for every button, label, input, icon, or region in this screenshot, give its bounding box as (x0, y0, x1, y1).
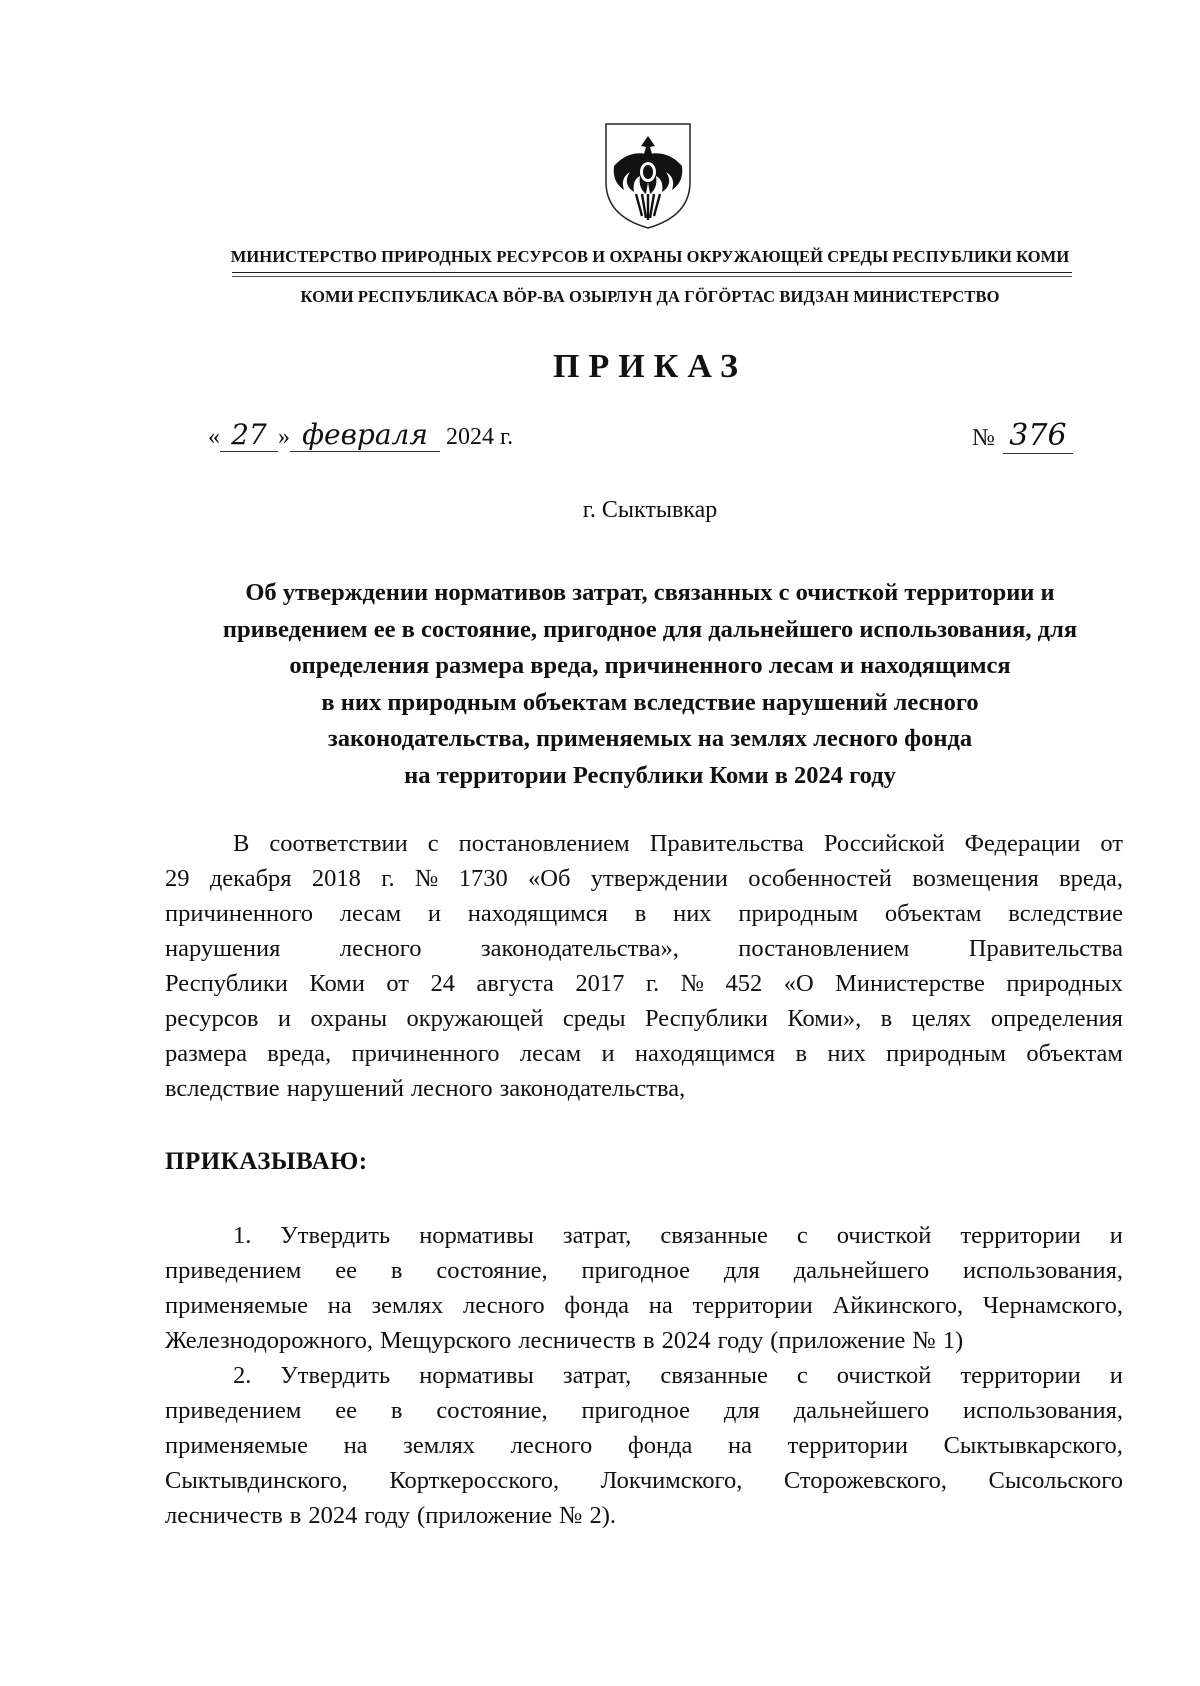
preamble-paragraph (165, 826, 1123, 1106)
word: охраны (310, 1005, 388, 1032)
word: Корткеросского, (389, 1467, 560, 1494)
word: Министерстве (835, 970, 985, 997)
word: в (880, 1005, 893, 1032)
order-date (208, 418, 513, 458)
word: территории (787, 1432, 908, 1459)
date-day-handwritten: 27 (220, 418, 278, 452)
preamble-line (165, 1071, 1123, 1106)
word: особенностей (748, 865, 892, 892)
word: вреда, (267, 1040, 332, 1067)
word: лесам (339, 900, 402, 927)
word: Правительства (649, 830, 804, 857)
subject-line: Об утверждении нормативов затрат, связанных с очисткой территории и (245, 579, 1055, 606)
number-sign: № (972, 425, 995, 451)
word: «О (783, 970, 814, 997)
word: использования, (963, 1397, 1123, 1424)
word: 2024 (661, 1327, 711, 1354)
word: в (289, 1502, 302, 1529)
word: территории (692, 1292, 813, 1319)
word: применяемые (165, 1432, 308, 1459)
document-type-title: ПРИКАЗ (553, 348, 747, 385)
word: связанные (660, 1362, 768, 1389)
word: территории (960, 1222, 1081, 1249)
word: для (723, 1257, 760, 1284)
word: от (1100, 830, 1123, 857)
word: с (796, 1362, 808, 1389)
word: от (386, 970, 409, 997)
item-line (165, 1358, 1123, 1393)
word: и (601, 1040, 615, 1067)
item-line (165, 1253, 1123, 1288)
word: очисткой (836, 1362, 932, 1389)
word: 2). (589, 1502, 617, 1529)
word: состояние, (436, 1397, 548, 1424)
word: ресурсов (165, 1005, 259, 1032)
item-line (165, 1498, 1123, 1533)
date-close-quote: » (278, 424, 290, 450)
word: Правительства (968, 935, 1123, 962)
word: приведением (165, 1397, 302, 1424)
word: в (634, 900, 647, 927)
word: Сыктывкарского, (943, 1432, 1123, 1459)
word: Локчимского, (600, 1467, 743, 1494)
word: августа (476, 970, 554, 997)
word: лесного (463, 1292, 545, 1319)
word: землях (371, 1292, 444, 1319)
word: законодательства», (480, 935, 679, 962)
word: с (796, 1222, 808, 1249)
word: объектам (1026, 1040, 1123, 1067)
word: очисткой (836, 1222, 932, 1249)
word: и (1109, 1362, 1123, 1389)
word: среды (562, 1005, 626, 1032)
preamble-line (165, 1036, 1123, 1071)
ministry-name-komi: КОМИ РЕСПУБЛИКАСА ВӦР-ВА ОЗЫРЛУН ДА ГӦГӦРТАС ВИДЗАН МИНИСТЕРСТВО (300, 287, 1000, 306)
order-number (972, 418, 1073, 454)
word: использования, (963, 1257, 1123, 1284)
word: на (648, 1292, 673, 1319)
word: них (827, 1040, 866, 1067)
word: ее (335, 1257, 358, 1284)
word: и (277, 1005, 292, 1032)
word: находящимся (467, 900, 608, 927)
word: Республики (165, 970, 288, 997)
word: пригодное (581, 1397, 690, 1424)
word: № (912, 1327, 936, 1354)
word: на (728, 1432, 753, 1459)
word: Утвердить (280, 1362, 391, 1389)
word: на (343, 1432, 368, 1459)
word: году (364, 1502, 411, 1529)
word: территории (960, 1362, 1081, 1389)
word: нормативы (419, 1222, 534, 1249)
word: 2. (233, 1362, 252, 1389)
word: 452 (725, 970, 763, 997)
word: № (559, 1502, 583, 1529)
word: 1730 (458, 865, 508, 892)
word: вследствие (1008, 900, 1123, 927)
word: 2017 (575, 970, 625, 997)
word: постановлением (458, 830, 630, 857)
word: затрат, (562, 1362, 632, 1389)
word: природным (738, 900, 859, 927)
word: окружающей (406, 1005, 544, 1032)
date-month-handwritten: февраля (290, 418, 440, 452)
header-divider-thin (232, 276, 1072, 277)
preamble-line (165, 861, 1123, 896)
word: и (1109, 1222, 1123, 1249)
word: природным (886, 1040, 1006, 1067)
word: фонда (564, 1292, 629, 1319)
order-number-handwritten: 376 (1003, 418, 1073, 454)
word: Сысольского (988, 1467, 1123, 1494)
word: землях (403, 1432, 475, 1459)
date-open-quote: « (208, 424, 220, 450)
word: вреда, (1059, 865, 1123, 892)
preamble-line (165, 966, 1123, 1001)
word: лесничеств (518, 1327, 636, 1354)
word: нормативы (419, 1362, 534, 1389)
word: В (233, 830, 250, 857)
ministry-name-russian: МИНИСТЕРСТВО ПРИРОДНЫХ РЕСУРСОВ И ОХРАНЫ ОКРУЖАЮЩЕЙ СРЕДЫ РЕСПУБЛИКИ КОМИ (230, 247, 1070, 266)
order-subject (150, 575, 1150, 794)
subject-line: законодательства, применяемых на землях лесного фонда (327, 725, 973, 752)
word: году (717, 1327, 764, 1354)
word: Республики (644, 1005, 768, 1032)
word: дальнейшего (793, 1397, 930, 1424)
word: декабря (209, 865, 292, 892)
word: Федерации (964, 830, 1081, 857)
word: для (723, 1397, 760, 1424)
order-item-1 (165, 1218, 1123, 1358)
subject-line: на территории Республики Коми в 2024 году (404, 761, 896, 789)
word: Сыктывдинского, (165, 1467, 348, 1494)
item-line (165, 1463, 1123, 1498)
word: лесничеств (165, 1502, 283, 1529)
word: Утвердить (280, 1222, 391, 1249)
item-line (165, 1218, 1123, 1253)
subject-line: приведением ее в состояние, пригодное для дальнейшего использования, для (222, 615, 1078, 643)
word: соответствии (269, 830, 408, 857)
word: 29 (165, 865, 190, 892)
word: нарушений (286, 1075, 404, 1102)
word: с (427, 830, 439, 857)
word: лесного (410, 1075, 493, 1102)
word: на (327, 1292, 352, 1319)
word: законодательства, (499, 1075, 686, 1102)
word: находящимся (634, 1040, 776, 1067)
subject-line: в них природным объектам вследствие нарушений лесного (321, 688, 979, 716)
preamble-line (165, 826, 1123, 861)
word: г. (645, 970, 660, 997)
word: 2018 (311, 865, 361, 892)
word: утверждении (590, 865, 728, 892)
word: г. (381, 865, 395, 892)
word: ее (335, 1397, 358, 1424)
word: связанные (660, 1222, 768, 1249)
word: и (427, 900, 441, 927)
word: фонда (627, 1432, 693, 1459)
word: Российской (823, 830, 945, 857)
preamble-line (165, 896, 1123, 931)
word: размера (165, 1040, 247, 1067)
preamble-line (165, 931, 1123, 966)
subject-line: определения размера вреда, причиненного лесам и находящимся (289, 652, 1011, 679)
header-divider (232, 272, 1072, 273)
word: Железнодорожного, (165, 1327, 374, 1354)
word: определения (990, 1005, 1123, 1032)
word: № (414, 865, 439, 892)
word: в (642, 1327, 655, 1354)
word: состояние, (436, 1257, 548, 1284)
word: Коми», (787, 1005, 862, 1032)
word: вследствие (165, 1075, 280, 1102)
word: лесного (510, 1432, 593, 1459)
word: лесного (339, 935, 422, 962)
word: приведением (165, 1257, 302, 1284)
word: возмещения (912, 865, 1039, 892)
word: постановлением (738, 935, 910, 962)
coat-of-arms-emblem-icon (600, 120, 696, 232)
item-line (165, 1393, 1123, 1428)
word: пригодное (581, 1257, 690, 1284)
word: природных (1006, 970, 1123, 997)
word: в (390, 1257, 403, 1284)
word: (приложение (770, 1327, 906, 1354)
date-year: 2024 г. (446, 424, 514, 450)
word: «Об (528, 865, 571, 892)
word: Чернамского, (982, 1292, 1123, 1319)
item-line (165, 1288, 1123, 1323)
word: Айкинского, (832, 1292, 964, 1319)
word: в (795, 1040, 808, 1067)
word: них (673, 900, 712, 927)
word: Сторожевского, (783, 1467, 947, 1494)
word: причиненного (165, 900, 314, 927)
word: объектам (884, 900, 982, 927)
word: 1. (233, 1222, 252, 1249)
word: 24 (430, 970, 455, 997)
word: целях (911, 1005, 972, 1032)
word: Коми (309, 970, 365, 997)
word: в (390, 1397, 403, 1424)
word: Мещурского (380, 1327, 512, 1354)
order-directive-heading: ПРИКАЗЫВАЮ: (165, 1148, 368, 1175)
preamble-line (165, 1001, 1123, 1036)
city-line: г. Сыктывкар (582, 497, 718, 523)
order-item-2 (165, 1358, 1123, 1533)
word: затрат, (562, 1222, 632, 1249)
word: причиненного (351, 1040, 500, 1067)
item-line (165, 1428, 1123, 1463)
word: (приложение (417, 1502, 553, 1529)
word: дальнейшего (793, 1257, 930, 1284)
word: нарушения (165, 935, 281, 962)
word: лесам (519, 1040, 582, 1067)
word: № (680, 970, 705, 997)
word: 1) (942, 1327, 964, 1354)
item-line (165, 1323, 1123, 1358)
word: 2024 (308, 1502, 358, 1529)
word: применяемые (165, 1292, 308, 1319)
